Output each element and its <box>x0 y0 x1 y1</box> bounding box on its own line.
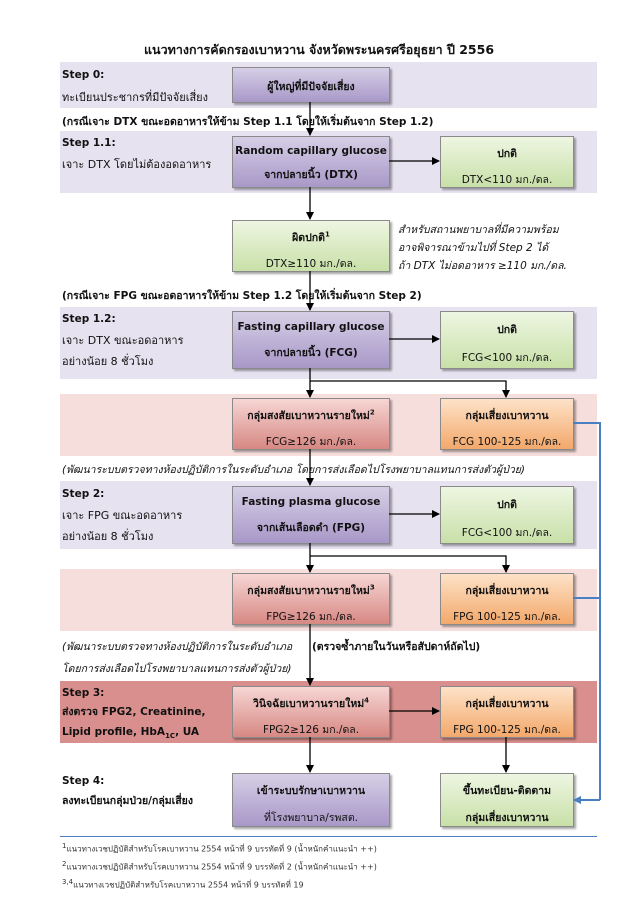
abnormal-value: DTX≥110 มก./ดล. <box>265 258 357 270</box>
arrow-fcg-to-risk <box>310 381 506 397</box>
footnote-1: $^1$แนวทางเวชปฏิบัติสำหรับโรคเบาหวาน 2554 หน้าที่ 9 บรรทัดที่ 9 (น้ำหนักคำแนะนำ ++) <box>62 842 377 854</box>
step2-text2: อย่างน้อย 8 ชั่วโมง <box>62 530 154 543</box>
normal-3-title: ปกติ <box>497 499 517 511</box>
random-capillary-title: Random capillary glucose <box>235 145 387 157</box>
fasting-capillary-title: Fasting capillary glucose <box>237 321 385 333</box>
fasting-plasma-sub: จากเส้นเลือดดำ (FPG) <box>256 522 366 534</box>
normal-1-value: DTX<110 มก./ดล. <box>461 174 553 186</box>
normal-2-value: FCG<100 มก./ดล. <box>461 352 553 364</box>
risk-3-value: FPG 100-125 มก./ดล. <box>453 724 561 736</box>
register-sub: กลุ่มเสี่ยงเบาหวาน <box>465 812 549 824</box>
step2-text1: เจาะ FPG ขณะอดอาหาร <box>62 509 183 522</box>
arrow-fpg-to-risk <box>310 556 506 572</box>
lab-note-2b: โดยการส่งเลือดไปโรงพยาบาลแทนการส่งตัวผู้ป่วย) <box>62 663 292 675</box>
step11-label: Step 1.1: <box>62 137 116 149</box>
treatment-place: ที่โรงพยาบาล/รพสต. <box>264 812 358 824</box>
step4-label: Step 4: <box>62 775 105 787</box>
lab-note-1: (พัฒนาระบบตรวจทางห้องปฏิบัติการในระดับอำเภอ โดยการส่งเลือดไปโรงพยาบาลแทนการส่งตัวผู้ป่วย) <box>62 464 525 476</box>
step3-text2: Lipid profile, HbA$_{1C}$, UA <box>62 726 200 741</box>
step3-text1: ส่งตรวจ FPG2, Creatinine, <box>62 706 206 718</box>
treatment-title: เข้าระบบรักษาเบาหวาน <box>256 785 366 797</box>
suspect-2-title: กลุ่มสงสัยเบาหวานรายใหม่$^3$ <box>247 583 375 597</box>
step0-text: ทะเบียนประชากรที่มีปัจจัยเสี่ยง <box>62 91 208 104</box>
risk-1-title: กลุ่มเสี่ยงเบาหวาน <box>465 410 549 422</box>
skip-note-1: (กรณีเจาะ DTX ขณะอดอาหารให้ข้าม Step 1.1 โดยให้เริ่มต้นจาก Step 1.2) <box>62 116 434 128</box>
risk-1-value: FCG 100-125 มก./ดล. <box>452 436 562 448</box>
fasting-capillary-sub: จากปลายนิ้ว (FCG) <box>264 347 358 359</box>
suspect-2-value: FPG≥126 มก./ดล. <box>266 611 356 623</box>
diagnosis-title: วินิจฉัยเบาหวานรายใหม่$^4$ <box>252 696 370 710</box>
step0-label: Step 0: <box>62 69 105 81</box>
risk-2-value: FPG 100-125 มก./ดล. <box>453 611 561 623</box>
step12-text2: อย่างน้อย 8 ชั่วโมง <box>62 355 154 368</box>
abnormal-title: ผิดปกติ$^1$ <box>292 230 330 244</box>
retest-note: (ตรวจซ้ำภายในวันหรือสัปดาห์ถัดไป) <box>312 641 481 653</box>
blue-connector-risk1 <box>573 423 600 800</box>
step3-label: Step 3: <box>62 687 105 699</box>
register-title: ขึ้นทะเบียน-ติดตาม <box>462 785 552 797</box>
step11-text: เจาะ DTX โดยไม่ต้องอดอาหาร <box>62 158 212 171</box>
risk-3-title: กลุ่มเสี่ยงเบาหวาน <box>465 698 549 710</box>
page-title: แนวทางการคัดกรองเบาหวาน จังหวัดพระนครศรีอยุธยา ปี 2556 <box>143 42 495 57</box>
suspect-1-value: FCG≥126 มก./ดล. <box>265 436 357 448</box>
diagnosis-value: FPG2≥126 มก./ดล. <box>262 724 360 736</box>
fasting-plasma-title: Fasting plasma glucose <box>241 496 381 508</box>
normal-3-value: FCG<100 มก./ดล. <box>461 527 553 539</box>
step4-text: ลงทะเบียนกลุ่มป่วย/กลุ่มเสี่ยง <box>62 795 193 807</box>
step2-label: Step 2: <box>62 488 105 500</box>
risk-2-title: กลุ่มเสี่ยงเบาหวาน <box>465 585 549 597</box>
normal-1-title: ปกติ <box>497 148 517 160</box>
high-risk-adults-label: ผู้ใหญ่ที่มีปัจจัยเสี่ยง <box>267 81 355 93</box>
footnote-3: $^{3,4}$แนวทางเวชปฏิบัติสำหรับโรคเบาหวาน 2554 หน้าที่ 9 บรรทัดที่ 19 <box>62 878 304 890</box>
step12-label: Step 1.2: <box>62 313 116 325</box>
suspect-1-title: กลุ่มสงสัยเบาหวานรายใหม่$^2$ <box>247 408 375 422</box>
skip-note-2: (กรณีเจาะ FPG ขณะอดอาหารให้ข้าม Step 1.2 โดยให้เริ่มต้นจาก Step 2) <box>62 290 422 302</box>
hospital-note: สำหรับสถานพยาบาลที่มีความพร้อม อาจพิจารณาข้ามไปที่ Step 2 ได้ ถ้า DTX ไม่อดอาหาร ≥110 มก./ดล. <box>398 224 567 272</box>
random-capillary-sub: จากปลายนิ้ว (DTX) <box>264 169 358 181</box>
step12-text1: เจาะ DTX ขณะอดอาหาร <box>62 334 184 347</box>
normal-2-title: ปกติ <box>497 324 517 336</box>
lab-note-2a: (พัฒนาระบบตรวจทางห้องปฏิบัติการในระดับอำเภอ <box>62 641 293 653</box>
footnote-2: $^2$แนวทางเวชปฏิบัติสำหรับโรคเบาหวาน 2554 หน้าที่ 9 บรรทัดที่ 2 (น้ำหนักคำแนะนำ ++) <box>62 860 377 872</box>
